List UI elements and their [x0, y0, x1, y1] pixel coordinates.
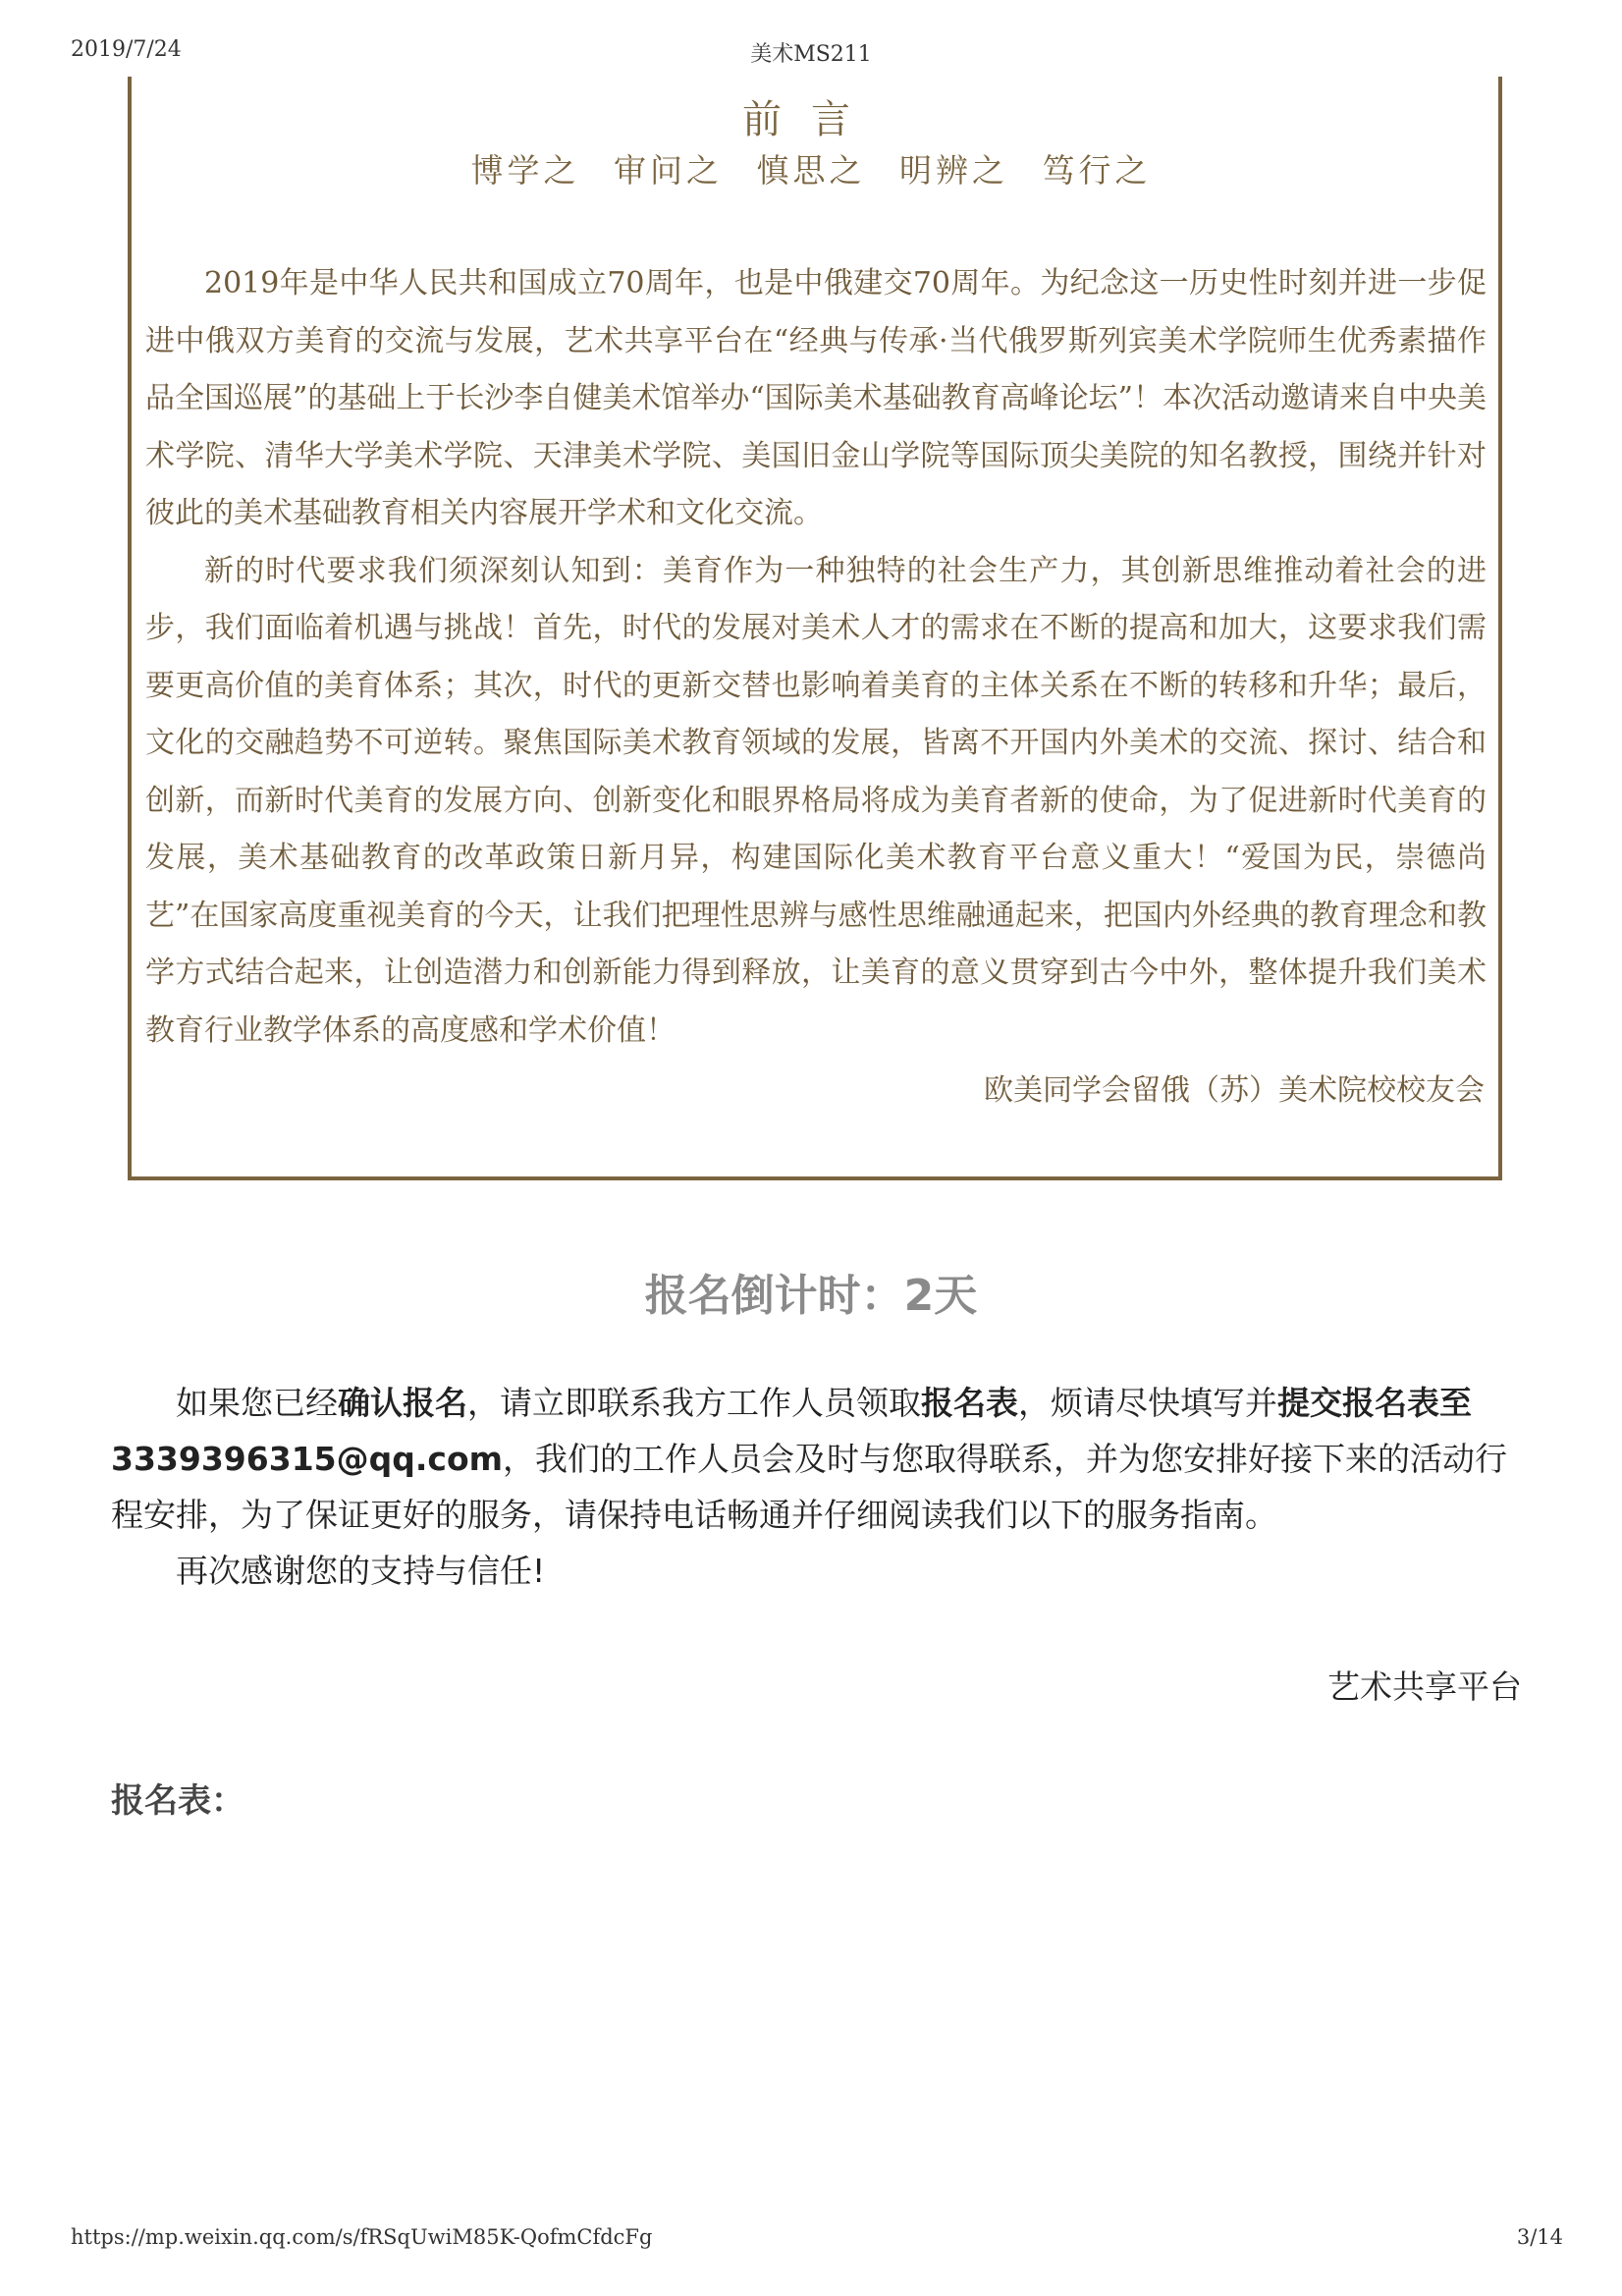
motto-item: 笃行之 — [1042, 151, 1152, 190]
motto-item: 慎思之 — [756, 151, 866, 190]
notice-text: 如果您已经 — [176, 1384, 338, 1422]
notice-emphasis: 报名表 — [921, 1384, 1018, 1422]
registration-notice — [111, 1375, 1525, 1599]
notice-text: ，请立即联系我方工作人员领取 — [467, 1384, 921, 1422]
motto-item: 审问之 — [614, 151, 723, 190]
header-title: 美术MS211 — [750, 42, 872, 67]
page-number: 3/14 — [1516, 2225, 1563, 2249]
motto — [0, 145, 1622, 191]
preface-paragraph-2: 新的时代要求我们须深刻认知到：美育作为一种独特的社会生产力，其创新思维推动着社会的进步，我们面临着机遇与挑战！首先，时代的发展对美术人才的需求在不断的提高和加大，这要求我们需要更高价值的美育体系；其次，时代的更新交替也影响着美育的主体关系在不断的转移和升华；最后，文化的交融趋势不可逆转。聚焦国际美术教育领域的发展，皆离不开国内外美术的交流、探讨、结合和创新，而新时代美育的发展方向、创新变化和眼界格局将成为美育者新的使命，为了促进新时代美育的发展，美术基础教育的改革政策日新月异，构建国际化美术教育平台意义重大！“爱国为民，崇德尚艺”在国家高度重视美育的今天，让我们把理性思辨与感性思维融通起来，把国内外经典的教育理念和教学方式结合起来，让创造潜力和创新能力得到释放，让美育的意义贯穿到古今中外，整体提升我们美术教育行业教学体系的高度感和学术价值！ — [145, 553, 1487, 1048]
header-date: 2019/7/24 — [71, 37, 182, 62]
notice-paragraph-1 — [111, 1375, 1525, 1543]
motto-item: 博学之 — [470, 151, 580, 190]
preface-title: 前言 — [742, 97, 880, 142]
registration-countdown: 报名倒计时：2天 — [644, 1271, 978, 1321]
notice-text: ，烦请尽快填写并 — [1018, 1384, 1277, 1422]
notice-email: 提交报名表至3339396315@qq.com — [111, 1384, 1472, 1478]
notice-emphasis: 确认报名 — [338, 1384, 467, 1422]
registration-form-label: 报名表： — [111, 1781, 244, 1821]
platform-signature: 艺术共享平台 — [1327, 1667, 1522, 1706]
preface-paragraph-1: 2019年是中华人民共和国成立70周年，也是中俄建交70周年。为纪念这一历史性时刻并进一步促进中俄双方美育的交流与发展，艺术共享平台在“经典与传承·当代俄罗斯列宾美术学院师生优秀素描作品全国巡展”的基础上于长沙李自健美术馆举办“国际美术基础教育高峰论坛”！本次活动邀请来自中央美术学院、清华大学美术学院、天津美术学院、美国旧金山学院等国际顶尖美院的知名教授，围绕并针对彼此的美术基础教育相关内容展开学术和文化交流。 — [145, 266, 1487, 530]
notice-paragraph-2: 再次感谢您的支持与信任! — [176, 1552, 546, 1590]
motto-item: 明辨之 — [899, 151, 1008, 190]
notice-text: ，我们的工作人员会及时与您取得联系，并为您安排好接下来的活动行程安排，为了保证更好的服务，请保持电话畅通并仔细阅读我们以下的服务指南。 — [111, 1440, 1508, 1534]
preface-body — [145, 255, 1487, 1060]
footer-url: https://mp.weixin.qq.com/s/fRSqUwiM85K-QofmCfdcFg — [71, 2225, 653, 2249]
preface-signature: 欧美同学会留俄（苏）美术院校校友会 — [984, 1073, 1485, 1108]
